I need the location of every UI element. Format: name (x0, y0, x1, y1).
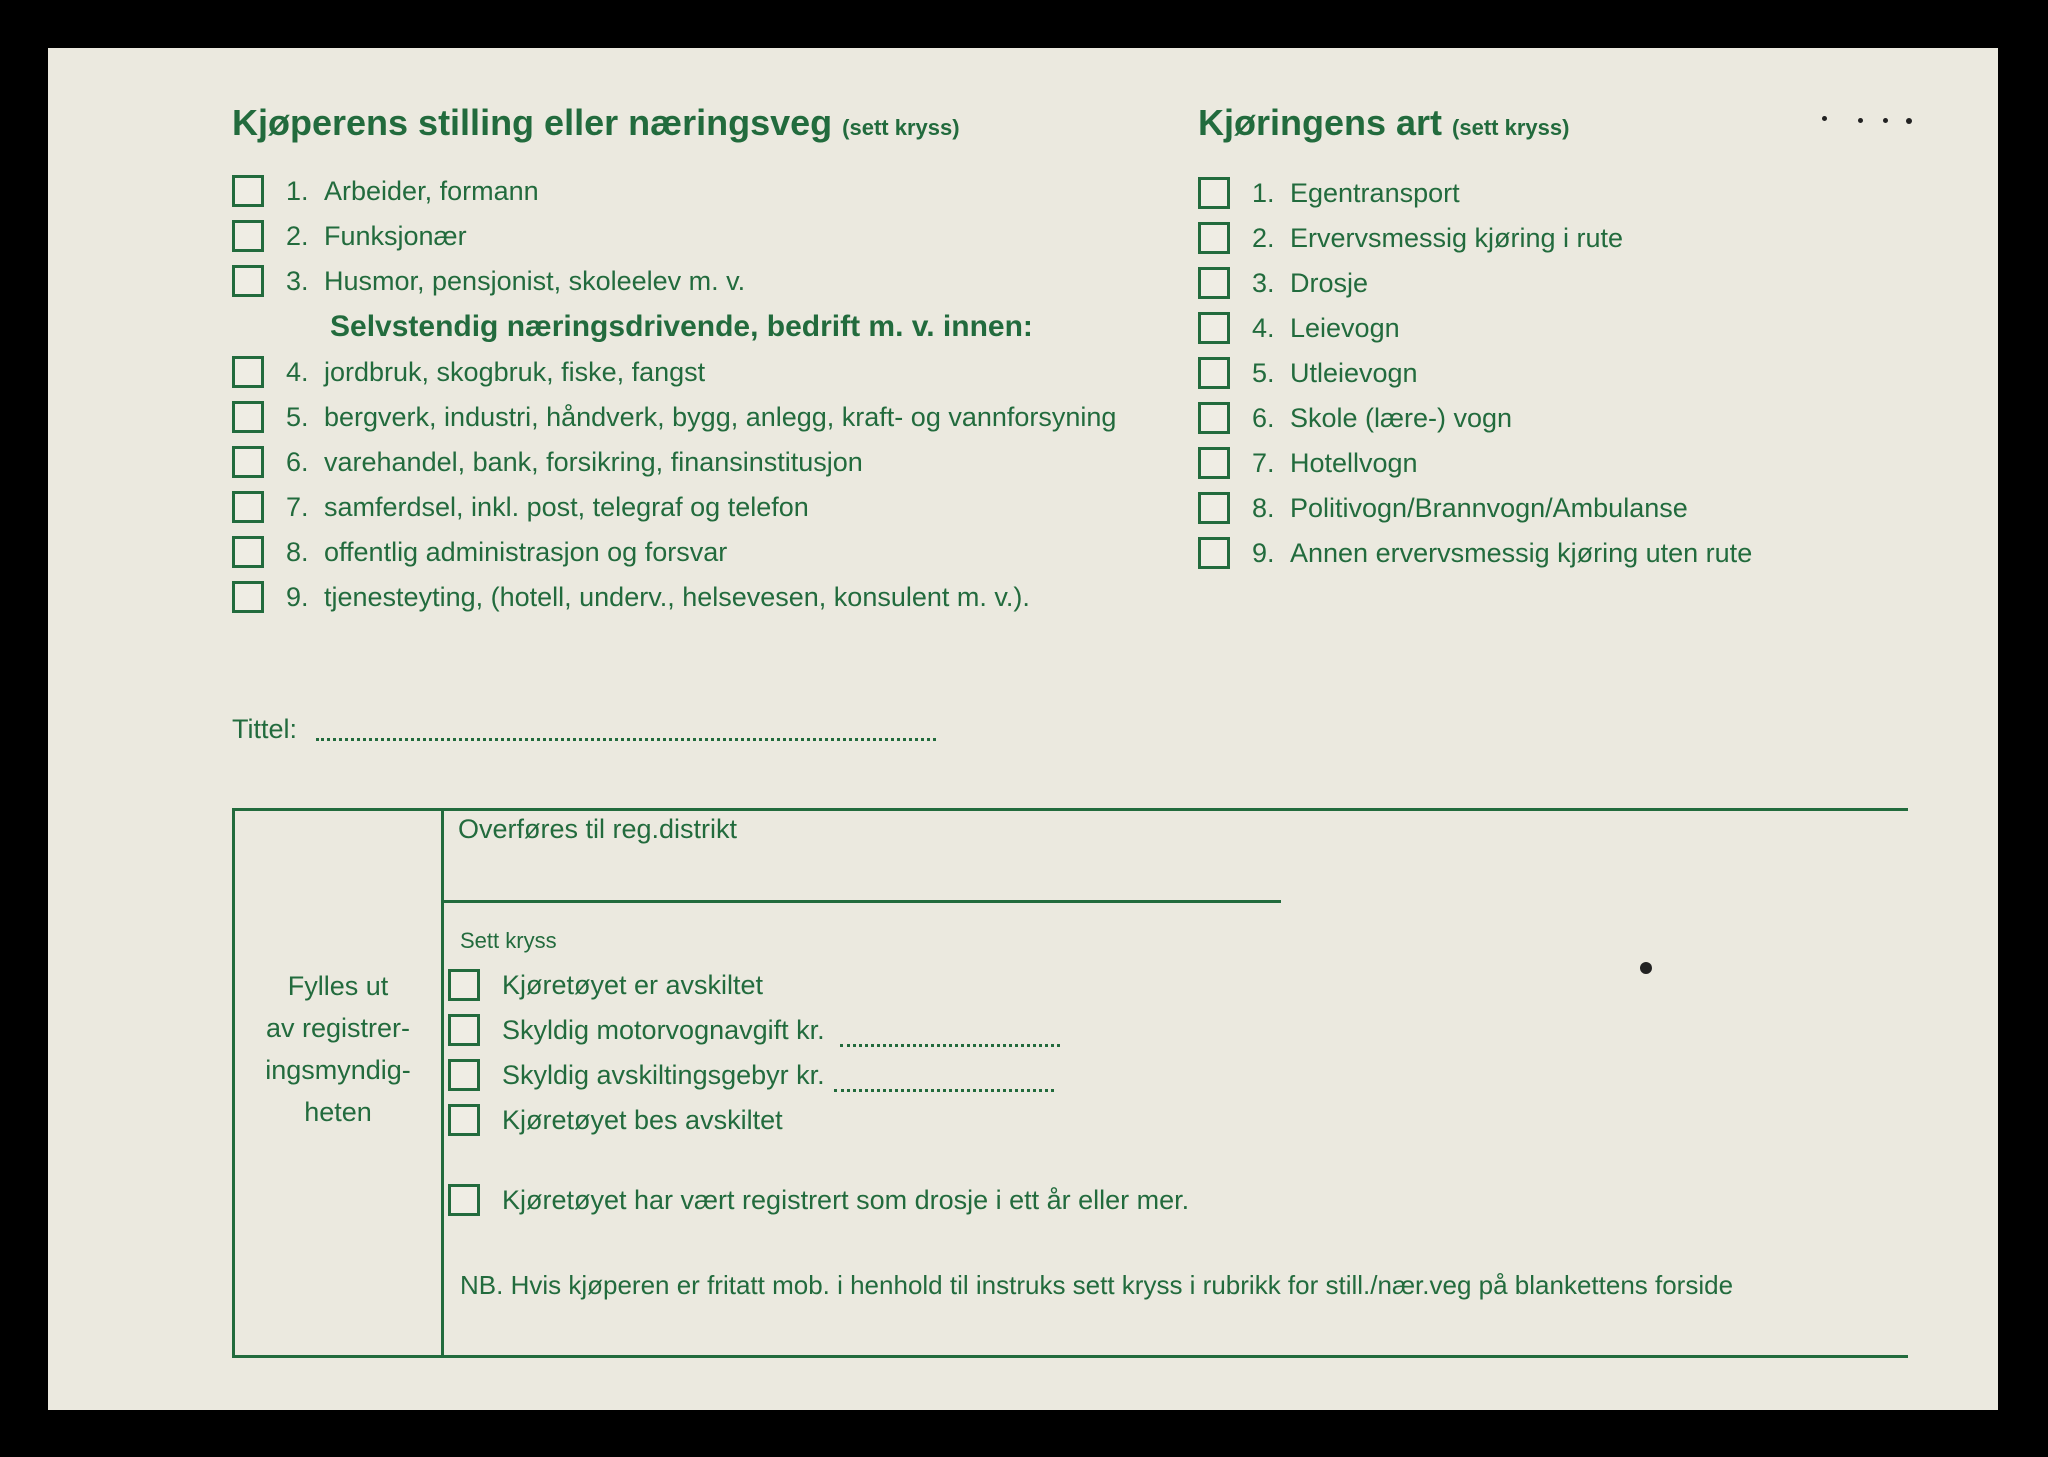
option-number: 6. (286, 446, 309, 477)
checkbox[interactable] (448, 1059, 480, 1091)
option-label: Arbeider, formann (324, 175, 539, 206)
check-taxi-year[interactable] (448, 1184, 1189, 1216)
option-number: 3. (1252, 267, 1275, 298)
authority-line: av registrer- (265, 1013, 411, 1043)
option-label: Skole (lære-) vogn (1290, 402, 1513, 433)
driving-section-title (1198, 102, 1569, 144)
option-number: 5. (1252, 357, 1275, 388)
check-label: Skyldig avskiltingsgebyr kr. (502, 1059, 825, 1090)
checkbox[interactable] (232, 175, 264, 207)
checkbox[interactable] (232, 581, 264, 613)
form-sheet (48, 48, 1998, 1410)
ink-speck (1640, 962, 1652, 974)
buyer-option-6[interactable] (232, 446, 863, 478)
option-number: 7. (286, 491, 309, 522)
ink-speck (1906, 118, 1912, 124)
option-number: 4. (286, 356, 309, 387)
option-label: Hotellvogn (1290, 447, 1418, 478)
checkbox[interactable] (232, 356, 264, 388)
option-label: varehandel, bank, forsikring, finansinstitusjon (324, 446, 863, 477)
option-number: 1. (1252, 177, 1275, 208)
option-number: 9. (286, 581, 309, 612)
buyer-section-title (232, 102, 960, 144)
sett-kryss-label: Sett kryss (460, 928, 557, 953)
option-label: Husmor, pensjonist, skoleelev m. v. (324, 265, 746, 296)
check-label: Skyldig motorvognavgift kr. (502, 1014, 825, 1045)
ink-speck (1822, 116, 1827, 121)
option-label: Drosje (1290, 267, 1369, 298)
driving-option-5[interactable] (1198, 357, 1418, 389)
driving-option-3[interactable] (1198, 267, 1368, 299)
option-label: Annen ervervsmessig kjøring uten rute (1290, 537, 1753, 568)
checkbox[interactable] (1198, 357, 1230, 389)
buyer-option-9[interactable] (232, 581, 1030, 613)
authority-line: ingsmyndig- (265, 1055, 411, 1085)
check-label: Kjøretøyet er avskiltet (502, 969, 764, 1000)
exemption-note: NB. Hvis kjøperen er fritatt mob. i henhold til instruks sett kryss i rubrikk for still./nær.veg på blankettens forside (460, 1270, 1734, 1300)
checkbox[interactable] (448, 969, 480, 1001)
option-label: samferdsel, inkl. post, telegraf og telefon (324, 491, 809, 522)
buyer-option-1[interactable] (232, 175, 539, 207)
check-owed-fee[interactable] (448, 1059, 825, 1091)
checkbox[interactable] (232, 401, 264, 433)
option-number: 6. (1252, 402, 1275, 433)
option-number: 8. (286, 536, 309, 567)
title-field-line[interactable] (316, 738, 936, 741)
checkbox[interactable] (1198, 537, 1230, 569)
option-number: 7. (1252, 447, 1275, 478)
checkbox[interactable] (1198, 222, 1230, 254)
driving-option-4[interactable] (1198, 312, 1400, 344)
self-employed-subheading: Selvstendig næringsdrivende, bedrift m. v. innen: (330, 310, 1033, 343)
option-number: 2. (286, 220, 309, 251)
option-number: 8. (1252, 492, 1275, 523)
buyer-option-5[interactable] (232, 401, 1116, 433)
transfer-label: Overføres til reg.distrikt (458, 814, 738, 844)
driving-title-text: Kjøringens art (1198, 102, 1443, 143)
driving-option-6[interactable] (1198, 402, 1512, 434)
driving-hint: (sett kryss) (1452, 115, 1570, 140)
option-number: 4. (1252, 312, 1275, 343)
checkbox[interactable] (232, 220, 264, 252)
option-label: Funksjonær (324, 220, 467, 251)
ink-speck (1883, 118, 1888, 123)
buyer-title-text: Kjøperens stilling eller næringsveg (232, 102, 833, 143)
driving-option-9[interactable] (1198, 537, 1752, 569)
checkbox[interactable] (448, 1184, 480, 1216)
box-top-rule (232, 808, 1908, 811)
checkbox[interactable] (232, 265, 264, 297)
box-divider (441, 808, 444, 1358)
checkbox[interactable] (448, 1104, 480, 1136)
check-request-deregister[interactable] (448, 1104, 783, 1136)
check-label: Kjøretøyet bes avskiltet (502, 1104, 783, 1135)
option-label: tjenesteyting, (hotell, underv., helsevesen, konsulent m. v.). (324, 581, 1030, 612)
buyer-option-3[interactable] (232, 265, 745, 297)
buyer-option-2[interactable] (232, 220, 467, 252)
driving-option-8[interactable] (1198, 492, 1688, 524)
checkbox[interactable] (1198, 402, 1230, 434)
checkbox[interactable] (232, 536, 264, 568)
authority-line: heten (304, 1097, 372, 1127)
transfer-underline (441, 900, 1281, 903)
authority-line: Fylles ut (287, 971, 389, 1001)
option-label: offentlig administrasjon og forsvar (324, 536, 728, 567)
driving-option-2[interactable] (1198, 222, 1623, 254)
option-label: Egentransport (1290, 177, 1460, 208)
ink-speck (1858, 118, 1863, 123)
option-number: 1. (286, 175, 309, 206)
checkbox[interactable] (1198, 312, 1230, 344)
option-label: Ervervsmessig kjøring i rute (1290, 222, 1624, 253)
checkbox[interactable] (1198, 267, 1230, 299)
check-label: Kjøretøyet har vært registrert som drosje i ett år eller mer. (502, 1184, 1190, 1215)
buyer-option-8[interactable] (232, 536, 727, 568)
owed-tax-amount-line[interactable] (840, 1044, 1060, 1047)
option-label: jordbruk, skogbruk, fiske, fangst (324, 356, 706, 387)
option-number: 3. (286, 265, 309, 296)
checkbox[interactable] (1198, 177, 1230, 209)
owed-fee-amount-line[interactable] (834, 1089, 1054, 1092)
option-number: 2. (1252, 222, 1275, 253)
box-bottom-rule (232, 1355, 1908, 1358)
driving-option-7[interactable] (1198, 447, 1418, 479)
authority-instructions (238, 965, 438, 1133)
checkbox[interactable] (1198, 447, 1230, 479)
check-deregistered[interactable] (448, 969, 763, 1001)
checkbox[interactable] (232, 491, 264, 523)
option-number: 5. (286, 401, 309, 432)
buyer-hint: (sett kryss) (842, 115, 960, 140)
checkbox[interactable] (1198, 492, 1230, 524)
option-label: Utleievogn (1290, 357, 1418, 388)
option-label: Leievogn (1290, 312, 1400, 343)
checkbox[interactable] (448, 1014, 480, 1046)
driving-option-1[interactable] (1198, 177, 1460, 209)
buyer-option-4[interactable] (232, 356, 705, 388)
option-label: Politivogn/Brannvogn/Ambulanse (1290, 492, 1688, 523)
check-owed-tax[interactable] (448, 1014, 825, 1046)
option-number: 9. (1252, 537, 1275, 568)
checkbox[interactable] (232, 446, 264, 478)
title-field-label: Tittel: (232, 714, 298, 744)
box-left-rule (232, 808, 235, 1358)
option-label: bergverk, industri, håndverk, bygg, anlegg, kraft- og vannforsyning (324, 401, 1117, 432)
buyer-option-7[interactable] (232, 491, 809, 523)
